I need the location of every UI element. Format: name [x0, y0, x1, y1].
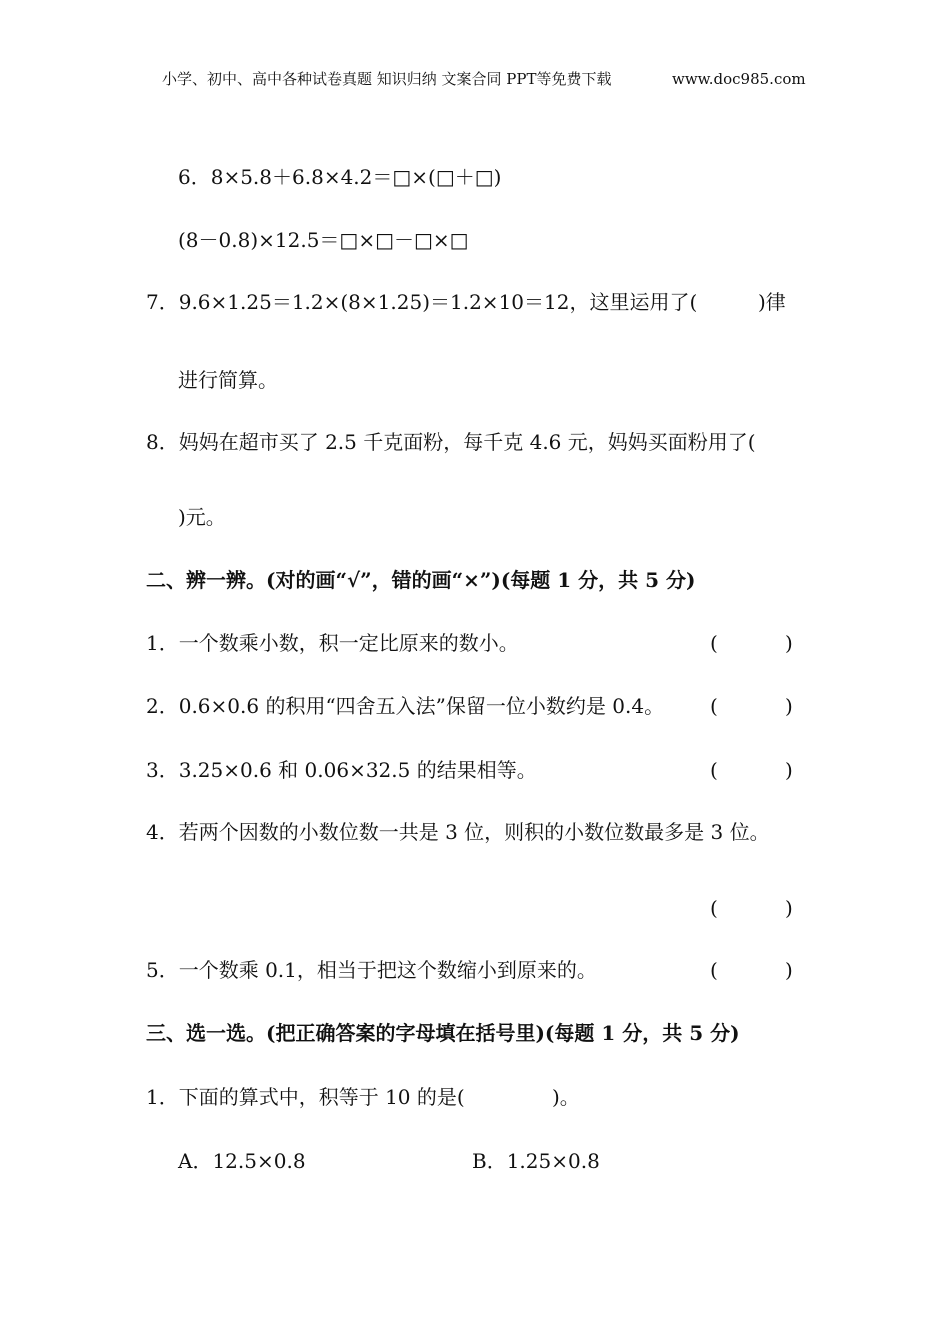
answer-paren-open-3: ( [710, 758, 718, 782]
choice-option-b: B．1.25×0.8 [472, 1149, 600, 1173]
question-6-line-2: (8－0.8)×12.5＝□×□－□×□ [178, 228, 469, 252]
judge-question-4: 4．若两个因数的小数位数一共是 3 位，则积的小数位数最多是 3 位。 [146, 820, 770, 844]
question-6-line-1: 6．8×5.8＋6.8×4.2＝□×(□＋□) [178, 165, 502, 189]
question-7-line-1-end: )律 [758, 290, 786, 314]
answer-paren-open-1: ( [710, 631, 718, 655]
page-header-text: 小学、初中、高中各种试卷真题 知识归纳 文案合同 PPT等免费下载 [162, 70, 612, 88]
judge-question-5: 5．一个数乘 0.1，相当于把这个数缩小到原来的。 [146, 958, 597, 982]
question-7-line-1: 7．9.6×1.25＝1.2×(8×1.25)＝1.2×10＝12，这里运用了( [146, 290, 698, 314]
page-header-website: www.doc985.com [672, 70, 806, 88]
answer-paren-close-4: ) [785, 896, 793, 920]
choice-question-1: 1．下面的算式中，积等于 10 的是( [146, 1085, 465, 1109]
answer-paren-close-5: ) [785, 958, 793, 982]
answer-paren-open-5: ( [710, 958, 718, 982]
answer-paren-close-2: ) [785, 694, 793, 718]
question-8-line-1: 8．妈妈在超市买了 2.5 千克面粉，每千克 4.6 元，妈妈买面粉用了( [146, 430, 756, 454]
choice-option-a: A．12.5×0.8 [178, 1149, 306, 1173]
question-7-line-2: 进行简算。 [178, 368, 278, 392]
judge-question-1: 1．一个数乘小数，积一定比原来的数小。 [146, 631, 519, 655]
section-2-title: 二、辨一辨。(对的画“√”，错的画“×”)(每题 1 分，共 5 分) [146, 568, 696, 592]
choice-question-1-end: )。 [552, 1085, 580, 1109]
question-8-line-2: )元。 [178, 505, 226, 529]
answer-paren-close-1: ) [785, 631, 793, 655]
answer-paren-open-4: ( [710, 896, 718, 920]
answer-paren-close-3: ) [785, 758, 793, 782]
section-3-title: 三、选一选。(把正确答案的字母填在括号里)(每题 1 分，共 5 分) [146, 1021, 740, 1045]
judge-question-2: 2．0.6×0.6 的积用“四舍五入法”保留一位小数约是 0.4。 [146, 694, 665, 718]
answer-paren-open-2: ( [710, 694, 718, 718]
judge-question-3: 3．3.25×0.6 和 0.06×32.5 的结果相等。 [146, 758, 537, 782]
